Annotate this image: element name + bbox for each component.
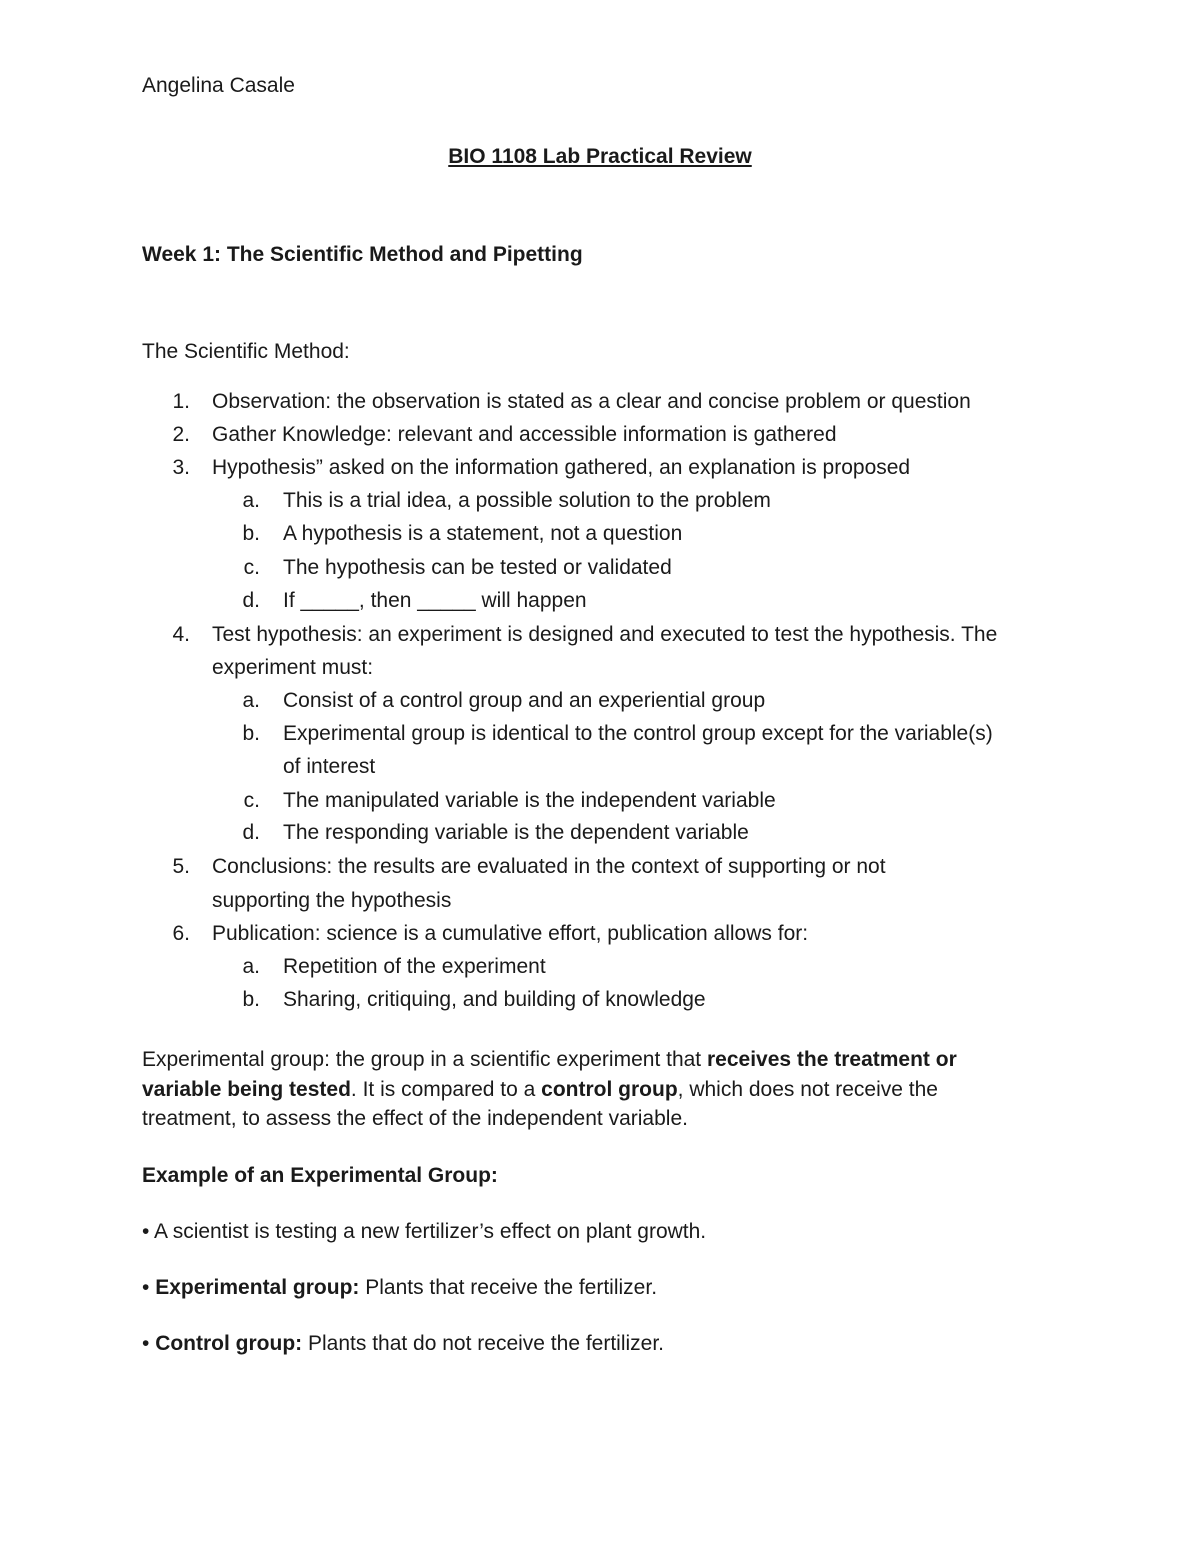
bullet-marker: • bbox=[142, 1276, 156, 1299]
definition-text: . It is compared to a bbox=[350, 1078, 542, 1101]
list-number: 6. bbox=[172, 922, 190, 945]
sub-list-letter: a. bbox=[242, 955, 260, 978]
list-text: Hypothesis” asked on the information gathered, an explanation is proposed bbox=[212, 456, 911, 479]
sub-list-text: Consist of a control group and an experiential group bbox=[283, 689, 766, 712]
definition-text: , which does not receive the bbox=[677, 1078, 938, 1101]
list-number: 4. bbox=[172, 623, 190, 646]
sub-list-text-continued: of interest bbox=[283, 755, 376, 778]
list-text: Gather Knowledge: relevant and accessible information is gathered bbox=[212, 423, 837, 446]
bullet-text: Plants that do not receive the fertilizer. bbox=[302, 1332, 665, 1355]
document-title: BIO 1108 Lab Practical Review bbox=[448, 145, 752, 168]
list-number: 3. bbox=[172, 456, 190, 479]
sub-list-letter: c. bbox=[243, 556, 260, 579]
bullet-item bbox=[142, 1332, 664, 1356]
definition-line: treatment, to assess the effect of the independent variable. bbox=[142, 1107, 688, 1130]
list-text-continued: supporting the hypothesis bbox=[212, 889, 452, 912]
sub-list-text: The hypothesis can be tested or validated bbox=[283, 556, 672, 579]
sub-list-letter: d. bbox=[242, 821, 260, 844]
list-text: Observation: the observation is stated as a clear and concise problem or question bbox=[212, 390, 971, 413]
sub-list-letter: d. bbox=[242, 589, 260, 612]
bullet-item: • A scientist is testing a new fertilizer’s effect on plant growth. bbox=[142, 1220, 707, 1243]
definition-text: Experimental group: the group in a scientific experiment that bbox=[142, 1048, 707, 1071]
sub-list-text: Repetition of the experiment bbox=[283, 955, 546, 978]
definition-emphasis: receives the treatment or bbox=[706, 1048, 957, 1071]
sub-list-text: Sharing, critiquing, and building of knowledge bbox=[283, 988, 706, 1011]
definition-emphasis: variable being tested bbox=[142, 1078, 351, 1101]
author-name: Angelina Casale bbox=[142, 74, 295, 97]
example-heading: Example of an Experimental Group: bbox=[142, 1164, 498, 1187]
week-heading: Week 1: The Scientific Method and Pipetting bbox=[142, 243, 583, 266]
list-text: Conclusions: the results are evaluated in the context of supporting or not bbox=[212, 855, 886, 878]
sub-list-letter: b. bbox=[242, 522, 260, 545]
sub-list-letter: b. bbox=[242, 722, 260, 745]
bullet-label: Control group: bbox=[155, 1332, 303, 1355]
method-heading: The Scientific Method: bbox=[142, 340, 350, 363]
sub-list-text: Experimental group is identical to the control group except for the variable(s) bbox=[283, 722, 993, 745]
list-text: Test hypothesis: an experiment is designed and executed to test the hypothesis. The bbox=[212, 623, 998, 646]
sub-list-letter: b. bbox=[242, 988, 260, 1011]
sub-list-text: The responding variable is the dependent variable bbox=[283, 821, 749, 844]
list-number: 1. bbox=[172, 390, 190, 413]
list-text-continued: experiment must: bbox=[212, 656, 374, 679]
bullet-label: Experimental group: bbox=[155, 1276, 360, 1299]
definition-line bbox=[142, 1078, 938, 1102]
list-text: Publication: science is a cumulative effort, publication allows for: bbox=[212, 922, 809, 945]
list-number: 2. bbox=[172, 423, 190, 446]
sub-list-text: If _____, then _____ will happen bbox=[283, 589, 587, 612]
sub-list-text: A hypothesis is a statement, not a question bbox=[283, 522, 683, 545]
bullet-text: Plants that receive the fertilizer. bbox=[359, 1276, 658, 1299]
bullet-marker: • bbox=[142, 1332, 156, 1355]
definition-line bbox=[142, 1048, 957, 1072]
sub-list-text: The manipulated variable is the independent variable bbox=[283, 789, 776, 812]
list-number: 5. bbox=[172, 855, 190, 878]
sub-list-letter: c. bbox=[243, 789, 260, 812]
sub-list-letter: a. bbox=[242, 689, 260, 712]
sub-list-letter: a. bbox=[242, 489, 260, 512]
definition-emphasis: control group bbox=[541, 1078, 678, 1101]
sub-list-text: This is a trial idea, a possible solution to the problem bbox=[283, 489, 771, 512]
bullet-item bbox=[142, 1276, 657, 1300]
